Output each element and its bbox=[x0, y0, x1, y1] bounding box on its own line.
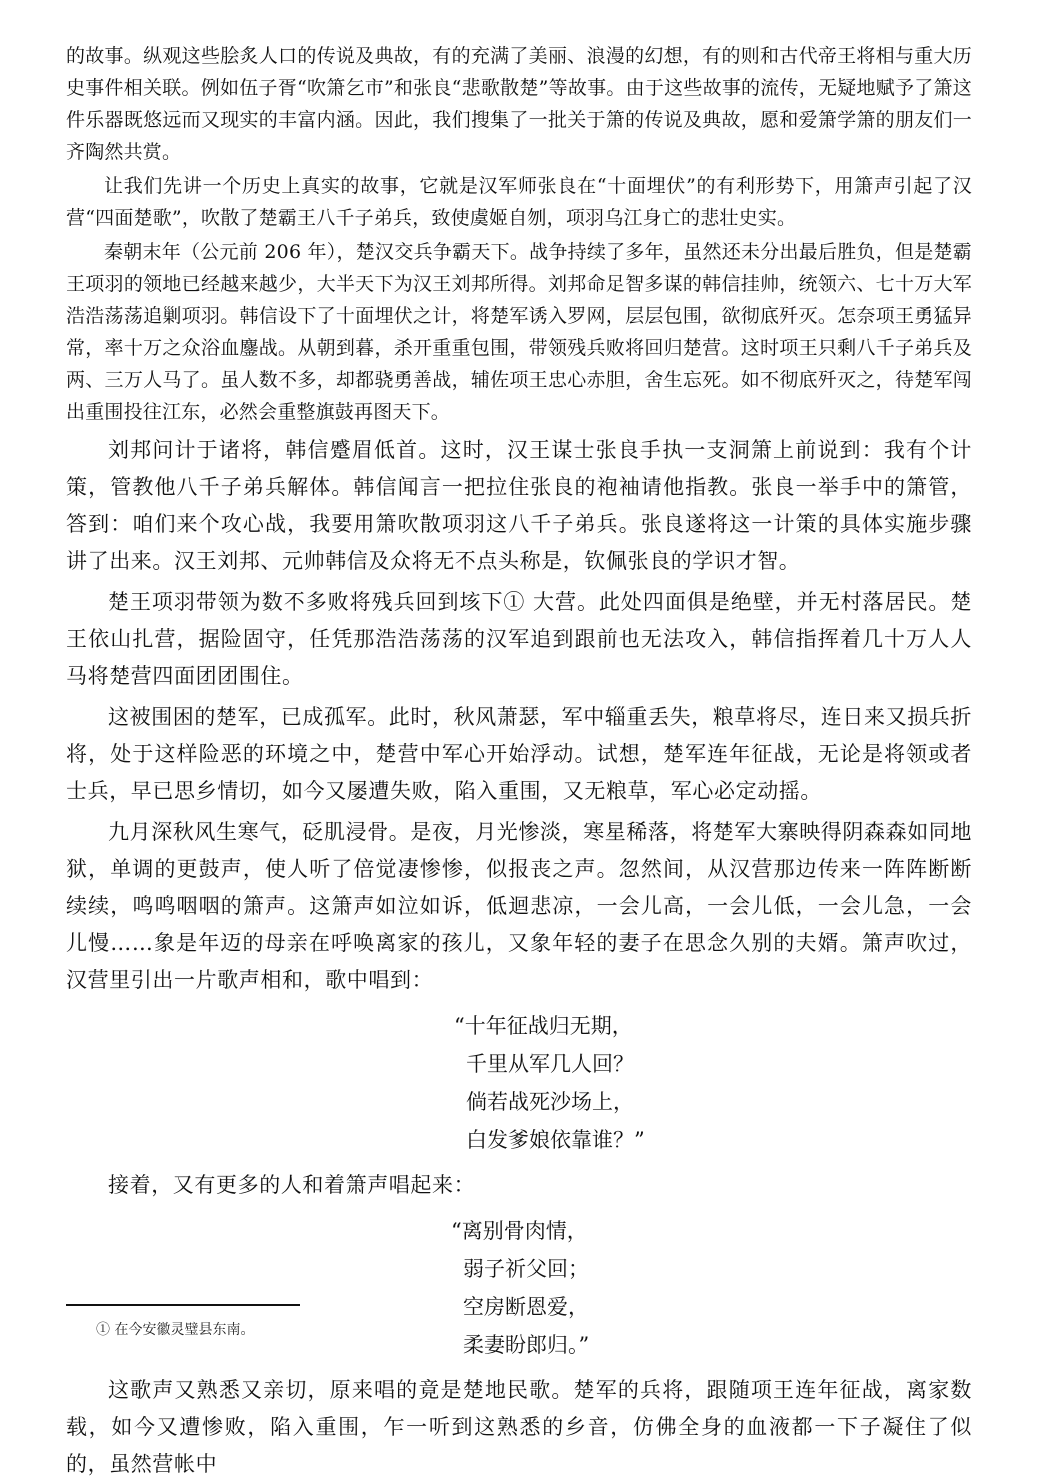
paragraph-more-singing: 接着，又有更多的人和着箫声唱起来： bbox=[108, 1173, 476, 1197]
poem-line: 白发爹娘依靠谁？” bbox=[466, 1128, 645, 1152]
poem-line: 空房断恩爱， bbox=[463, 1295, 589, 1319]
text-body bbox=[66, 40, 972, 1483]
paragraph-autumn-night: 九月深秋风生寒气，砭肌浸骨。是夜，月光惨淡，寒星稀落，将楚军大寨映得阴森森如同地狱，单调的更鼓声，使人听了倍觉凄惨惨，似报丧之声。忽然间，从汉营那边传来一阵阵断断续续，鸣鸣咽咽的箫声。这箫声如泣如诉，低迴悲凉，一会儿高，一会儿低，一会儿急，一会儿慢……象是年迈的母亲在呼唤离家的孩儿，又象年轻的妻子在思念久别的夫婿。箫声吹过，汉营里引出一片歌声相和，歌中唱到： bbox=[66, 820, 972, 992]
footnote-divider bbox=[66, 1304, 300, 1306]
poem-first bbox=[66, 1007, 972, 1159]
paragraph-gaixia: 楚王项羽带领为数不多败将残兵回到垓下① 大营。此处四面俱是绝壁，并无村落居民。楚王依山扎营，据险固守，任凭那浩浩荡荡的汉军追到跟前也无法攻入，韩信指挥着几十万人人马将楚营四面团团围住。 bbox=[66, 590, 972, 688]
poem-line: 弱子祈父回； bbox=[463, 1257, 589, 1281]
paragraph-qin-end: 秦朝末年（公元前 206 年），楚汉交兵争霸天下。战争持续了多年，虽然还未分出最后胜负，但是楚霸王项羽的领地已经越来越少，大半天下为汉王刘邦所得。刘邦命足智多谋的韩信挂帅，统领六、七十万大军浩浩荡荡追剿项羽。韩信设下了十面埋伏之计，将楚军诱入罗网，层层包围，欲彻底歼灭。怎奈项王勇猛异常，率十万之众浴血鏖战。从朝到暮，杀开重重包围，带领残兵败将回归楚营。这时项王只剩八千子弟兵及两、三万人马了。虽人数不多，却都骁勇善战，辅佐项王忠心赤胆，舍生忘死。如不彻底歼灭之，待楚军闯出重围投往江东，必然会重整旗鼓再图天下。 bbox=[66, 241, 972, 423]
poem-second bbox=[66, 1212, 972, 1364]
poem-line: 倘若战死沙场上， bbox=[466, 1090, 634, 1114]
poem-line: “离别骨肉情， bbox=[451, 1219, 588, 1243]
poem-line: 柔妻盼郎归。” bbox=[463, 1333, 590, 1357]
poem-line: 千里从军几人回？ bbox=[466, 1052, 634, 1076]
poem-line: “十年征战归无期， bbox=[454, 1014, 633, 1038]
footnote: ① 在今安徽灵璧县东南。 bbox=[96, 1322, 255, 1336]
paragraph-chu-folk-song: 这歌声又熟悉又亲切，原来唱的竟是楚地民歌。楚军的兵将，跟随项王连年征战，离家数载，如今又遭惨败，陷入重围，乍一听到这熟悉的乡音，仿佛全身的血液都一下子凝住了似的，虽然营帐中 bbox=[66, 1378, 972, 1476]
paragraph-liu-bang: 刘邦问计于诸将，韩信蹙眉低首。这时，汉王谋士张良手执一支洞箫上前说到：我有个计策，管教他八千子弟兵解体。韩信闻言一把拉住张良的袍袖请他指教。张良一举手中的箫管，答到：咱们来个攻心战，我要用箫吹散项羽这八千子弟兵。张良遂将这一计策的具体实施步骤讲了出来。汉王刘邦、元帅韩信及众将无不点头称是，钦佩张良的学识才智。 bbox=[66, 438, 972, 573]
paragraph-besieged: 这被围困的楚军，已成孤军。此时，秋风萧瑟，军中辎重丢失，粮草将尽，连日来又损兵折将，处于这样险恶的环境之中，楚营中军心开始浮动。试想，楚军连年征战，无论是将领或者士兵，早已思乡情切，如今又屡遭失败，陷入重围，又无粮草，军心必定动摇。 bbox=[66, 705, 972, 803]
paragraph-intro: 的故事。纵观这些脍炙人口的传说及典故，有的充满了美丽、浪漫的幻想，有的则和古代帝王将相与重大历史事件相关联。例如伍子胥“吹箫乞市”和张良“悲歌散楚”等故事。由于这些故事的流传，无疑地赋予了箫这件乐器既悠远而又现实的丰富内涵。因此，我们搜集了一批关于箫的传说及典故，愿和爱箫学箫的朋友们一齐陶然共赏。 bbox=[66, 45, 972, 163]
paragraph-story-intro: 让我们先讲一个历史上真实的故事，它就是汉军师张良在“十面埋伏”的有利形势下，用箫声引起了汉营“四面楚歌”，吹散了楚霸王八千子弟兵，致使虞姬自刎，项羽乌江身亡的悲壮史实。 bbox=[66, 175, 972, 229]
